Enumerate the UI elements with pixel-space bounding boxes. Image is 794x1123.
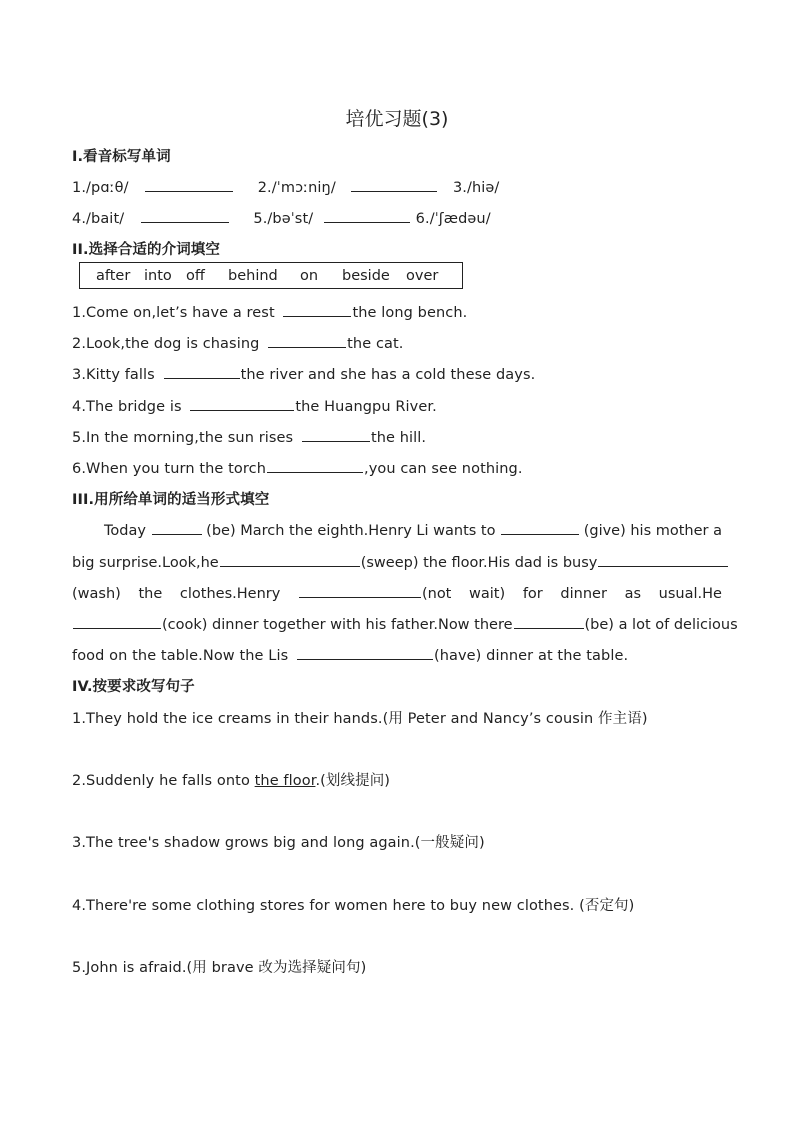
passage-text: as — [624, 586, 642, 602]
word-option: off — [186, 268, 205, 284]
answer-blank[interactable] — [268, 332, 346, 348]
phonetic-row-1 — [72, 176, 499, 196]
question-text: 2.Look,the dog is chasing — [72, 336, 260, 352]
answer-blank[interactable] — [501, 519, 579, 535]
passage-text: (give) his mother a — [583, 523, 722, 539]
section-4-heading: IV.按要求改写句子 — [72, 679, 195, 695]
section-2-heading: II.选择合适的介词填空 — [72, 242, 220, 258]
question-text: 3.Kitty falls — [72, 367, 155, 383]
question-text: the Huangpu River. — [295, 399, 437, 415]
phonetic-2: 2./ˈmɔːniŋ/ — [257, 180, 336, 196]
passage-text: wait) — [469, 586, 506, 602]
question-4-3: 3.The tree's shadow grows big and long again.(一般疑问) — [72, 835, 485, 851]
question-text: 2.Suddenly he falls onto — [72, 773, 255, 789]
phonetic-3: 3./hiə/ — [452, 180, 500, 196]
question-text: the cat. — [347, 336, 404, 352]
answer-blank[interactable] — [324, 207, 410, 223]
answer-blank[interactable] — [297, 644, 433, 660]
phonetic-1: 1./pɑːθ/ — [72, 180, 129, 196]
passage-text: clothes.Henry — [179, 586, 281, 602]
passage-text: (cook) dinner together with his father.Now there — [162, 617, 513, 633]
question-text: ,you can see nothing. — [363, 461, 523, 477]
question-2-2 — [72, 332, 404, 352]
passage-text: (be) a lot of delicious — [584, 617, 738, 633]
answer-blank[interactable] — [283, 301, 351, 317]
passage-text: (not — [421, 586, 452, 602]
question-text: the long bench. — [352, 305, 468, 321]
question-text: 5.In the morning,the sun rises — [72, 430, 294, 446]
question-4-4: 4.There're some clothing stores for women here to buy new clothes. (否定句) — [72, 898, 635, 914]
passage-text: for — [522, 586, 543, 602]
answer-blank[interactable] — [299, 582, 421, 598]
word-option: after — [96, 268, 131, 284]
preposition-word-box — [79, 262, 463, 289]
passage-text: big surprise.Look,he — [72, 555, 219, 571]
page-title: 培优习题(3) — [345, 108, 449, 130]
passage-line-5 — [72, 644, 628, 664]
passage-text: usual.He — [658, 586, 722, 602]
answer-blank[interactable] — [220, 551, 360, 567]
answer-blank[interactable] — [73, 613, 161, 629]
passage-text: dinner — [560, 586, 607, 602]
passage-text: the — [138, 586, 163, 602]
question-text: 4.The bridge is — [72, 399, 182, 415]
passage-text: (be) March the eighth.Henry Li wants to — [206, 523, 496, 539]
passage-line-2 — [72, 551, 722, 571]
word-option: on — [300, 268, 319, 284]
answer-blank[interactable] — [190, 395, 294, 411]
question-text: 1.Come on,let’s have a rest — [72, 305, 275, 321]
question-text: the hill. — [370, 430, 427, 446]
answer-blank[interactable] — [302, 426, 370, 442]
passage-line-1 — [72, 519, 722, 539]
section-3-heading: III.用所给单词的适当形式填空 — [72, 492, 270, 508]
question-2-6 — [72, 457, 523, 477]
question-text: the river and she has a cold these days. — [240, 367, 536, 383]
phonetic-5: 5./bəˈst/ — [253, 211, 314, 227]
answer-blank[interactable] — [598, 551, 728, 567]
word-option: behind — [228, 268, 278, 284]
question-4-1: 1.They hold the ice creams in their hands.(用 Peter and Nancy’s cousin 作主语) — [72, 711, 648, 727]
question-text: .(划线提问) — [315, 773, 391, 789]
answer-blank[interactable] — [514, 613, 584, 629]
passage-text: (sweep) the floor.His dad is busy — [360, 555, 598, 571]
phonetic-row-2 — [72, 207, 491, 227]
question-2-4 — [72, 395, 437, 415]
question-2-5 — [72, 426, 426, 446]
passage-line-3 — [72, 582, 722, 602]
word-option: beside — [342, 268, 390, 284]
phonetic-4: 4./bait/ — [72, 211, 125, 227]
answer-blank[interactable] — [267, 457, 363, 473]
answer-blank[interactable] — [164, 363, 240, 379]
word-option: over — [406, 268, 439, 284]
answer-blank[interactable] — [351, 176, 437, 192]
answer-blank[interactable] — [141, 207, 229, 223]
word-option: into — [144, 268, 172, 284]
answer-blank[interactable] — [145, 176, 233, 192]
underlined-phrase: the floor — [254, 773, 316, 789]
phonetic-6: 6./ˈʃædəu/ — [415, 211, 491, 227]
question-4-5: 5.John is afraid.(用 brave 改为选择疑问句) — [72, 960, 367, 976]
passage-text: (wash) — [72, 586, 121, 602]
section-1-heading: I.看音标写单词 — [72, 149, 171, 165]
passage-text: Today — [104, 523, 146, 539]
question-text: 6.When you turn the torch — [72, 461, 266, 477]
question-2-1 — [72, 301, 467, 321]
question-4-2 — [72, 769, 390, 790]
passage-text: (have) dinner at the table. — [433, 648, 629, 664]
passage-line-4 — [72, 613, 738, 633]
passage-text: food on the table.Now the Lis — [72, 648, 289, 664]
answer-blank[interactable] — [152, 519, 202, 535]
question-2-3 — [72, 363, 535, 383]
